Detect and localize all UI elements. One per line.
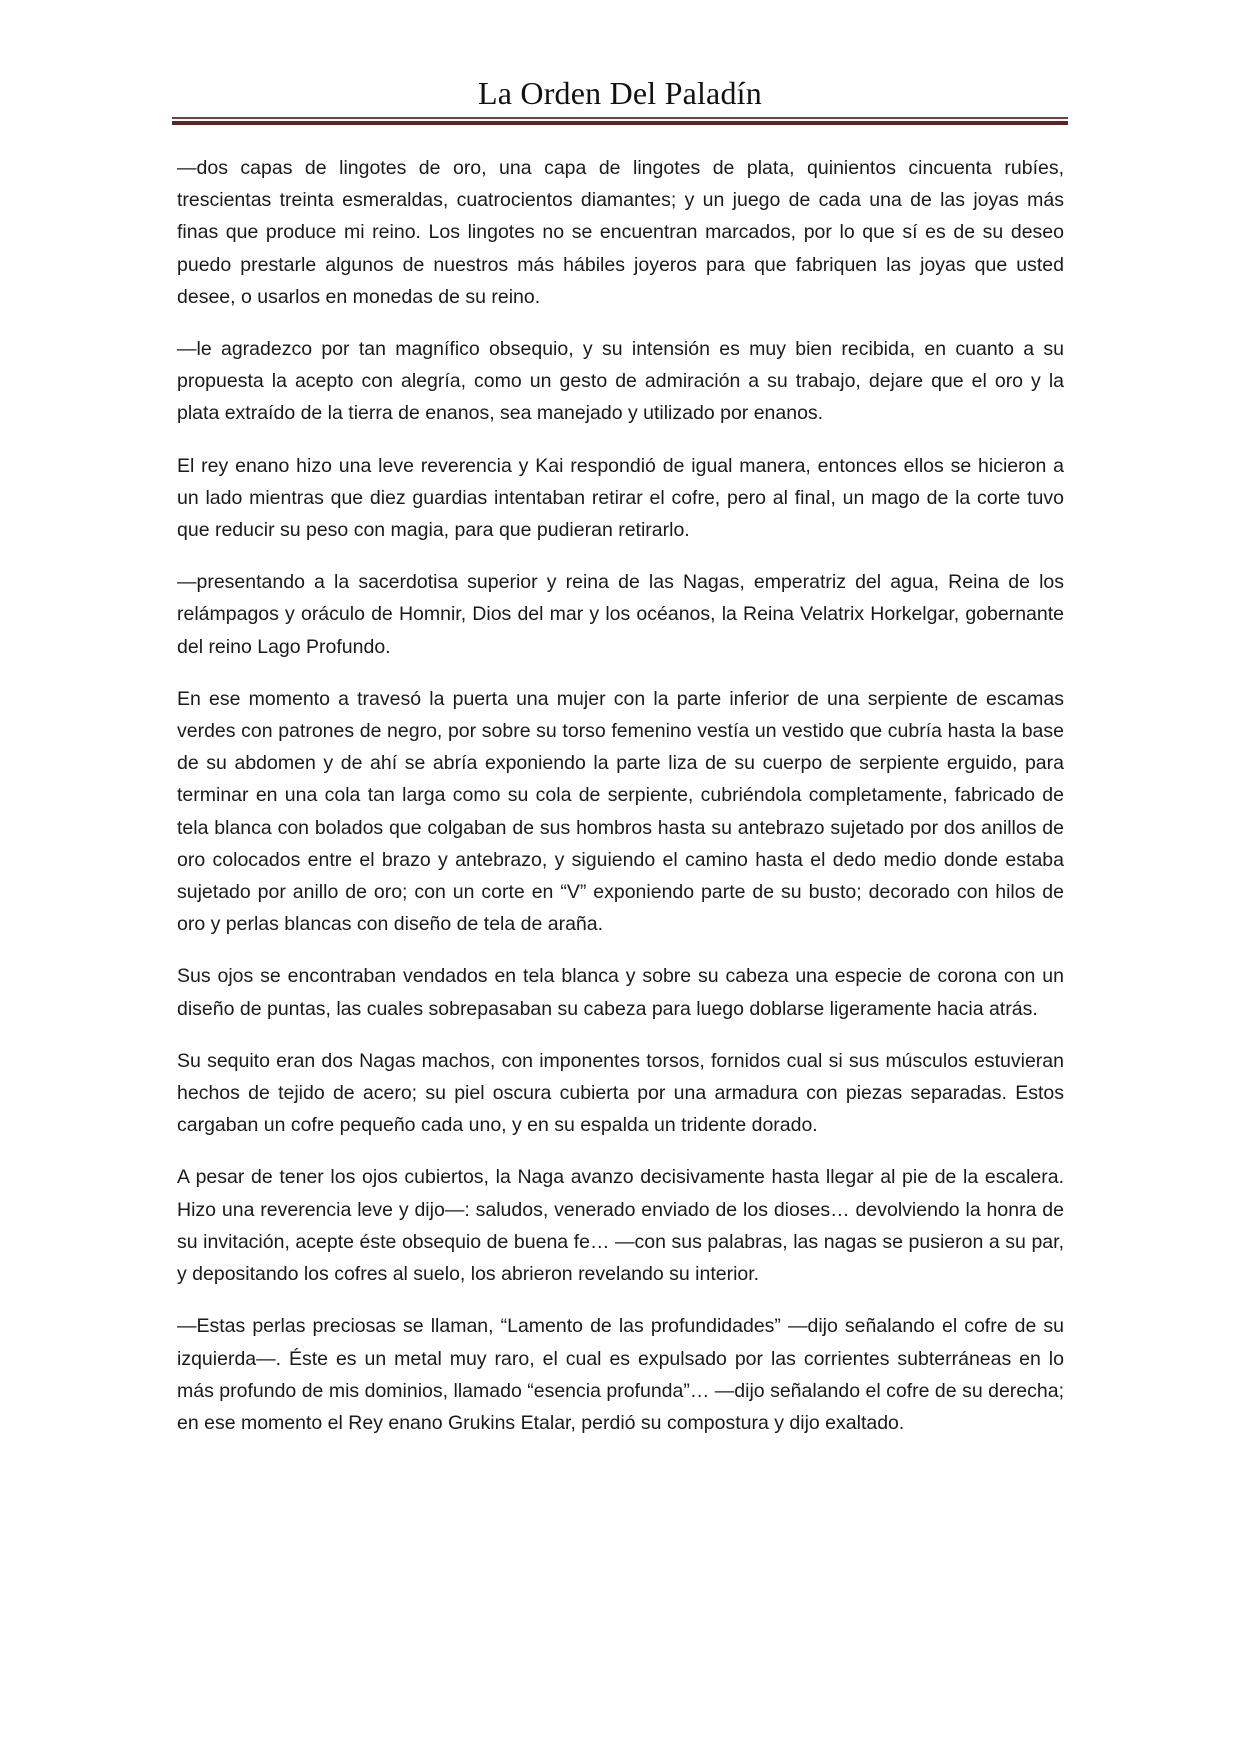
- paragraph-5: En ese momento a travesó la puerta una mujer con la parte inferior de una serpiente de escamas verdes con patrones de negro, por sobre su torso femenino vestía un vestido que cubría hasta la base de su abdomen y de ahí se abría exponiendo la parte liza de su cuerpo de serpiente erguido, para terminar en una cola tan larga como su cola de serpiente, cubriéndola completamente, fabricado de tela blanca con bolados que colgaban de sus hombros hasta su antebrazo sujetado por dos anillos de oro colocados entre el brazo y antebrazo, y siguiendo el camino hasta el dedo medio donde estaba sujetado por anillo de oro; con un corte en “V” exponiendo parte de su busto; decorado con hilos de oro y perlas blancas con diseño de tela de araña.: [177, 687, 1064, 936]
- header-divider-thin-line: [172, 117, 1068, 119]
- paragraph-7: Su sequito eran dos Nagas machos, con imponentes torsos, fornidos cual si sus músculos estuvieran hechos de tejido de acero; su piel oscura cubierta por una armadura con piezas separadas. Estos cargaban un cofre pequeño cada uno, y en su espalda un tridente dorado.: [177, 1049, 1064, 1137]
- paragraph-4: —presentando a la sacerdotisa superior y reina de las Nagas, emperatriz del agua, Reina de los relámpagos y oráculo de Homnir, Dios del mar y los océanos, la Reina Velatrix Horkelgar, gobernante del reino Lago Profundo.: [177, 571, 1064, 658]
- paragraph-2: —le agradezco por tan magnífico obsequio, y su intensión es muy bien recibida, en cuanto a su propuesta la acepto con alegría, como un gesto de admiración a su trabajo, dejare que el oro y la plata extraído de la tierra de enanos, sea manejado y utilizado por enanos.: [177, 338, 1064, 425]
- page-header: [172, 72, 1068, 114]
- paragraph-3: El rey enano hizo una leve reverencia y Kai respondió de igual manera, entonces ellos se hicieron a un lado mientras que diez guardias intentaban retirar el cofre, pero al final, un mago de la corte tuvo que reducir su peso con magia, para que pudieran retirarlo.: [177, 454, 1064, 542]
- body-text: [177, 152, 1064, 1459]
- header-divider-thick-line: [172, 121, 1068, 125]
- paragraph-1: —dos capas de lingotes de oro, una capa de lingotes de plata, quinientos cincuenta rubíes, trescientas treinta esmeraldas, cuatrocientos diamantes; y un juego de cada una de las joyas más finas que produce mi reino. Los lingotes no se encuentran marcados, por lo que sí es de su deseo puedo prestarle algunos de nuestros más hábiles joyeros para que fabriquen las joyas que usted desee, o usarlos en monedas de su reino.: [177, 157, 1064, 308]
- page-title: La Orden Del Paladín: [478, 75, 762, 111]
- paragraph-8: A pesar de tener los ojos cubiertos, la Naga avanzo decisivamente hasta llegar al pie de la escalera. Hizo una reverencia leve y dijo—: saludos, venerado enviado de los dioses… devolviendo la honra de su invitación, acepte éste obsequio de buena fe… —con sus palabras, las nagas se pusieron a su par, y depositando los cofres al suelo, los abrieron revelando su interior.: [177, 1166, 1064, 1286]
- paragraph-9: —Estas perlas preciosas se llaman, “Lamento de las profundidades” —dijo señalando el cofre de su izquierda—. Éste es un metal muy raro, el cual es expulsado por las corrientes subterráneas en lo más profundo de mis dominios, llamado “esencia profunda”… —dijo señalando el cofre de su derecha; en ese momento el Rey enano Grukins Etalar, perdió su compostura y dijo exaltado.: [177, 1315, 1064, 1434]
- paragraph-6: Sus ojos se encontraban vendados en tela blanca y sobre su cabeza una especie de corona con un diseño de puntas, las cuales sobrepasaban su cabeza para luego doblarse ligeramente hacia atrás.: [177, 965, 1064, 1020]
